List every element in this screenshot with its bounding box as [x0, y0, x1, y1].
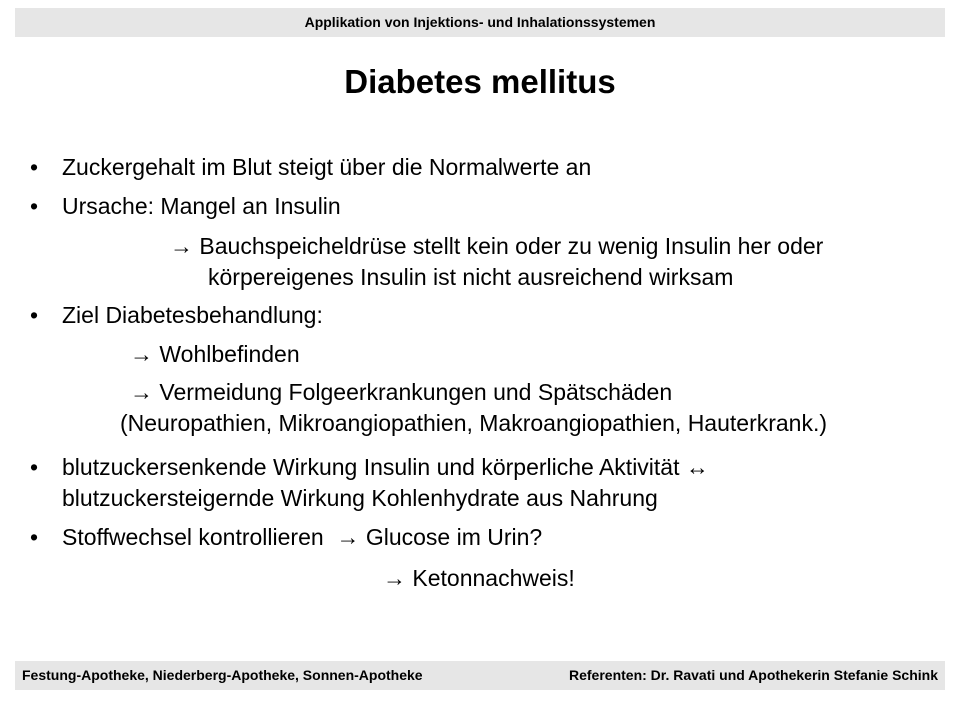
bullet-marker: •	[30, 454, 39, 480]
sub-complications-list: (Neuropathien, Mikroangiopathien, Makroangiopathien, Hauterkrank.)	[120, 410, 828, 436]
bullet-insulin-effect: blutzuckersenkende Wirkung Insulin und körperliche Aktivität ↔	[62, 454, 709, 480]
slide-title: Diabetes mellitus	[344, 63, 616, 100]
bullet-marker: •	[30, 193, 39, 219]
bullet-marker: •	[30, 154, 39, 180]
bullet-cause: Ursache: Mangel an Insulin	[62, 193, 341, 219]
sub-pancreas: → Bauchspeicheldrüse stellt kein oder zu wenig Insulin her oder	[170, 233, 824, 259]
bullet-marker: •	[30, 524, 39, 550]
footer-pharmacies: Festung-Apotheke, Niederberg-Apotheke, Sonnen-Apotheke	[22, 667, 423, 683]
bullet-therapy-goal: Ziel Diabetesbehandlung:	[62, 302, 323, 328]
header-title: Applikation von Injektions- und Inhalationssystemen	[304, 14, 656, 30]
footer-speakers: Referenten: Dr. Ravati und Apothekerin Stefanie Schink	[568, 667, 938, 683]
bullet-blood-sugar: Zuckergehalt im Blut steigt über die Normalwerte an	[62, 154, 592, 180]
bullet-metabolism-check: Stoffwechsel kontrollieren → Glucose im Urin?	[62, 524, 543, 550]
bullet-marker: •	[30, 302, 39, 328]
sub-wellbeing: → Wohlbefinden	[130, 341, 300, 367]
sub-pancreas-continued: körpereigenes Insulin ist nicht ausreichend wirksam	[208, 264, 734, 290]
footer-bar	[15, 661, 945, 690]
sub-avoid-complications: → Vermeidung Folgeerkrankungen und Spätschäden	[130, 379, 673, 405]
sub-ketone-test: → Ketonnachweis!	[383, 565, 575, 591]
bullet-insulin-effect-continued: blutzuckersteigernde Wirkung Kohlenhydrate aus Nahrung	[62, 485, 658, 511]
